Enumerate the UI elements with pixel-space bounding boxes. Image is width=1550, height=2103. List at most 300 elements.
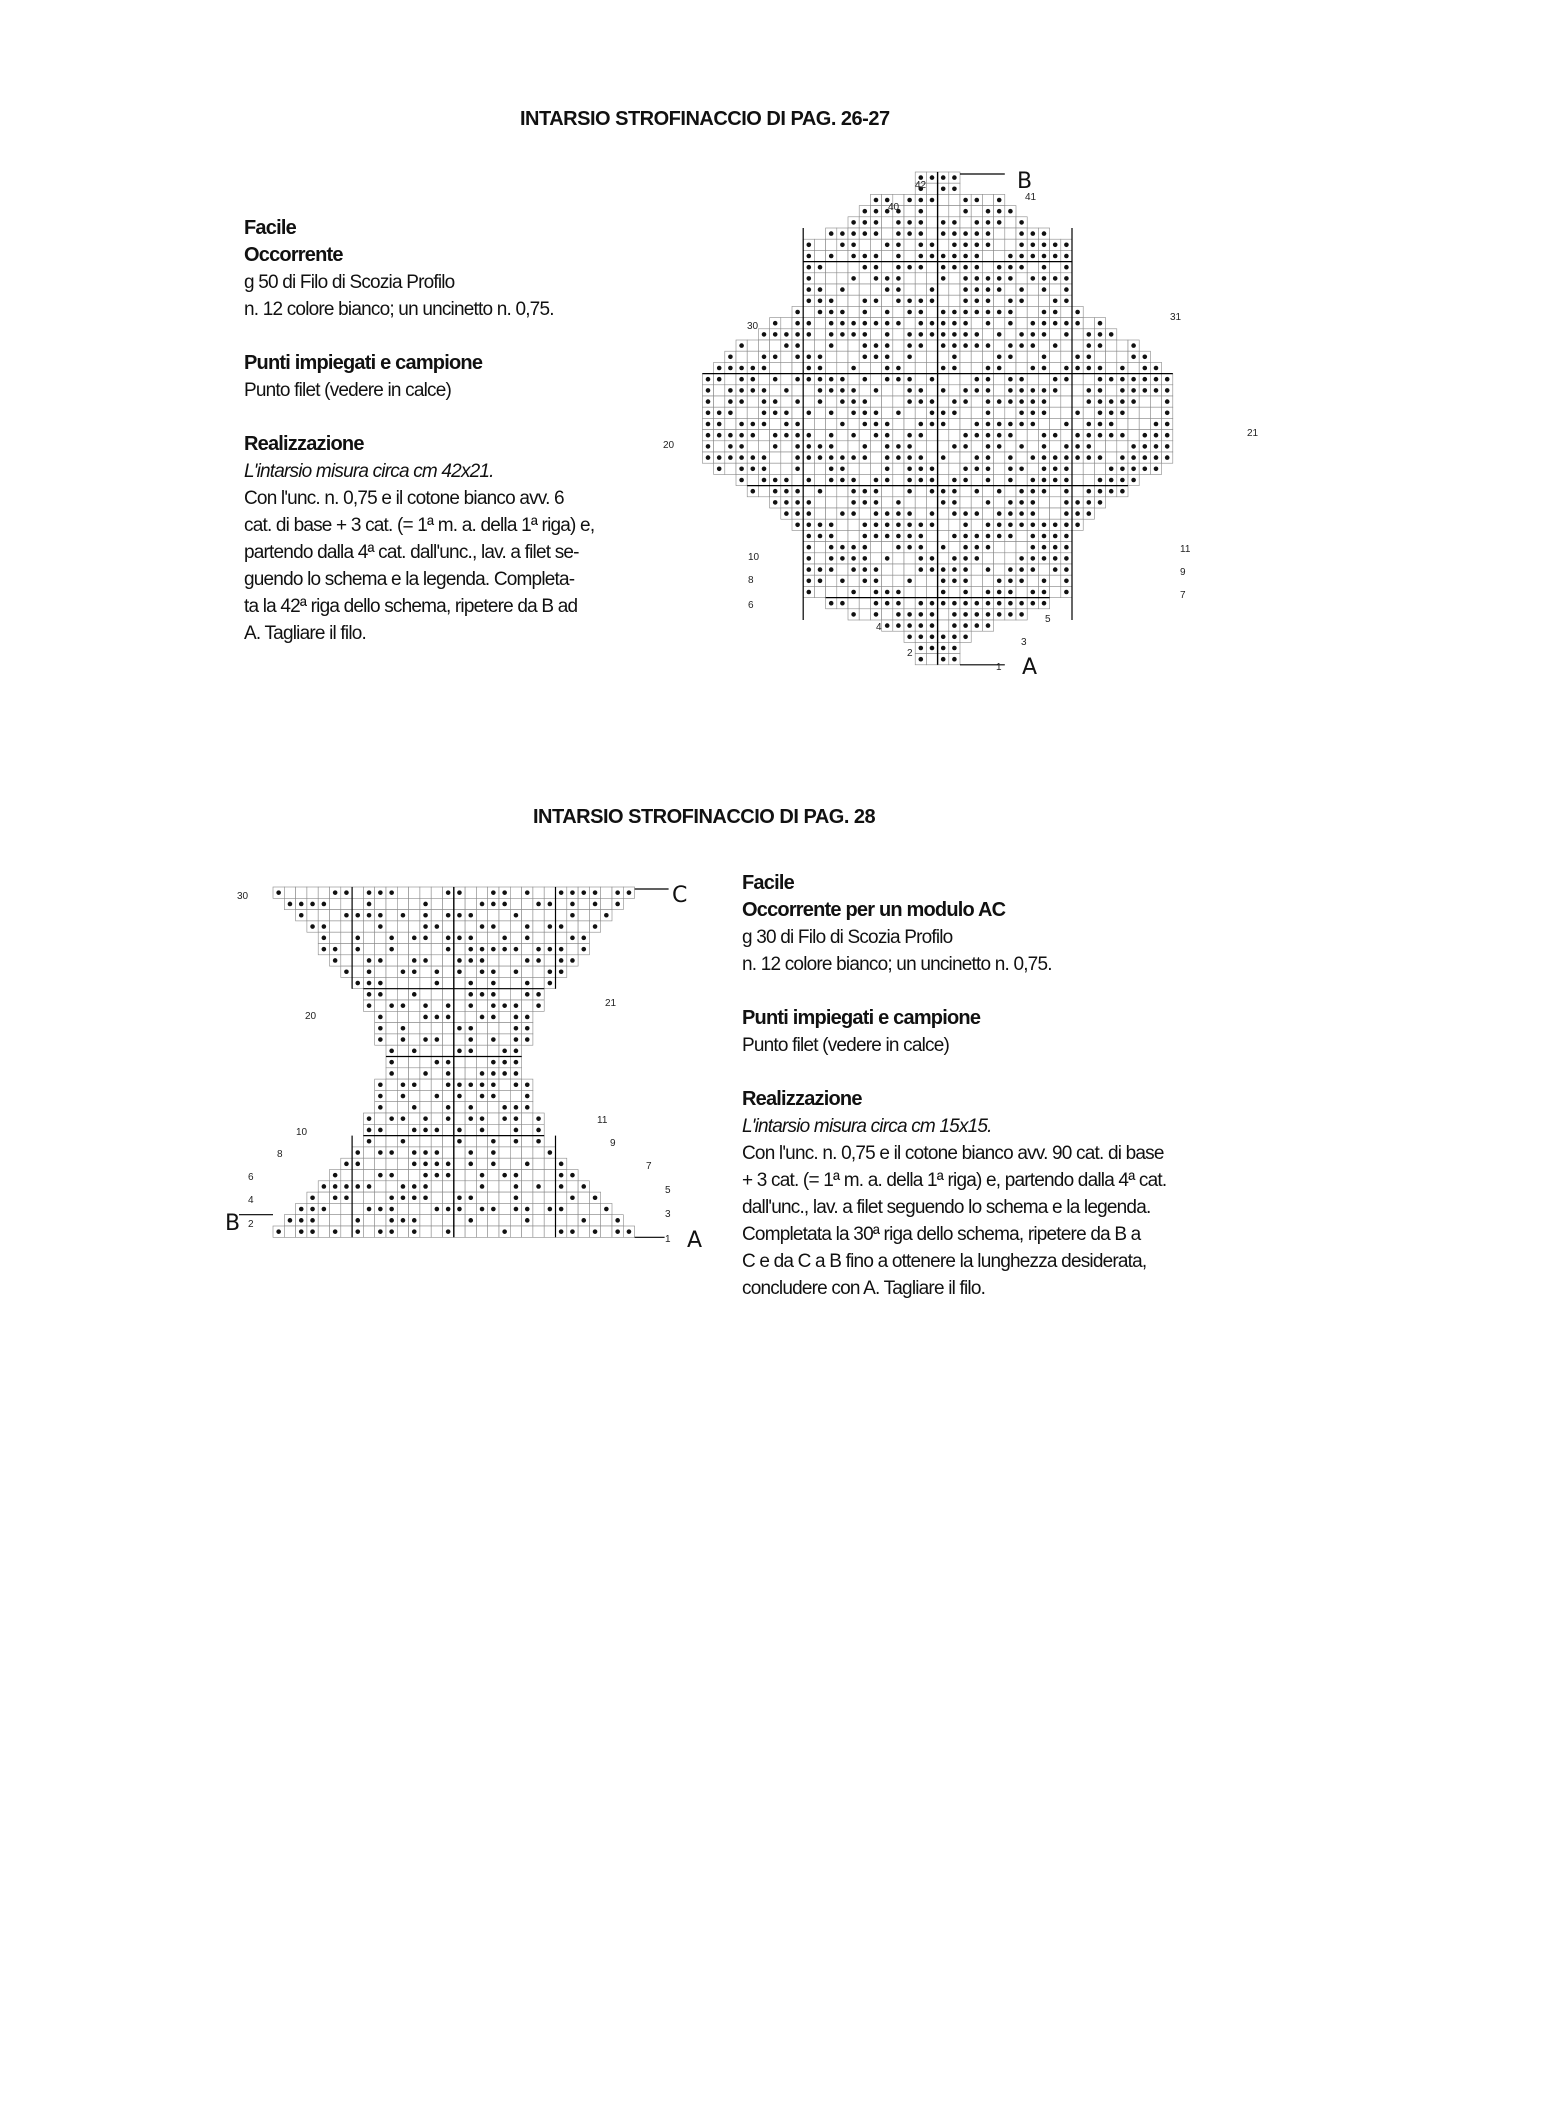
filet-dot xyxy=(491,1082,496,1087)
filet-cell xyxy=(938,474,949,485)
filet-dot xyxy=(1042,254,1047,259)
filet-cell xyxy=(443,1147,454,1158)
filet-dot xyxy=(851,455,856,460)
filet-dot xyxy=(1008,567,1013,572)
filet-dot xyxy=(525,1037,530,1042)
filet-dot xyxy=(1019,399,1024,404)
filet-dot xyxy=(773,500,778,505)
filet-dot xyxy=(930,567,935,572)
filet-cell xyxy=(420,1136,431,1147)
filet-cell xyxy=(488,1192,499,1203)
filet-dot xyxy=(773,444,778,449)
filet-dot xyxy=(570,958,575,963)
filet-dot xyxy=(1042,556,1047,561)
filet-cell xyxy=(1016,542,1027,553)
filet-cell xyxy=(994,228,1005,239)
filet-dot xyxy=(322,936,327,941)
filet-cell xyxy=(601,1215,612,1226)
filet-dot xyxy=(1053,534,1058,539)
filet-dot xyxy=(863,411,868,416)
row-label-6: 6 xyxy=(248,1172,254,1183)
filet-dot xyxy=(963,556,968,561)
filet-cell xyxy=(915,374,926,385)
filet-cell xyxy=(971,407,982,418)
filet-cell xyxy=(375,1181,386,1192)
filet-dot xyxy=(1031,489,1036,494)
filet-cell xyxy=(318,1192,329,1203)
filet-cell xyxy=(341,932,352,943)
filet-dot xyxy=(423,1071,428,1076)
filet-dot xyxy=(840,422,845,427)
filet-dot xyxy=(1064,489,1069,494)
filet-cell xyxy=(1038,340,1049,351)
filet-dot xyxy=(728,433,733,438)
filet-cell xyxy=(893,396,904,407)
filet-dot xyxy=(457,936,462,941)
filet-cell xyxy=(814,340,825,351)
filet-cell xyxy=(982,508,993,519)
filet-cell xyxy=(781,351,792,362)
filet-dot xyxy=(559,1184,564,1189)
filet-cell xyxy=(1050,497,1061,508)
filet-dot xyxy=(367,992,372,997)
filet-dot xyxy=(851,276,856,281)
filet-cell xyxy=(848,374,859,385)
filet-dot xyxy=(514,1195,519,1200)
filet-cell xyxy=(1016,430,1027,441)
filet-cell xyxy=(499,1215,510,1226)
filet-dot xyxy=(367,1116,372,1121)
filet-dot xyxy=(818,489,823,494)
filet-cell xyxy=(420,944,431,955)
filet-dot xyxy=(874,579,879,584)
filet-cell xyxy=(397,1011,408,1022)
filet-dot xyxy=(1154,455,1159,460)
filet-dot xyxy=(435,1060,440,1065)
filet-cell xyxy=(330,898,341,909)
section1-method-line: Con l'unc. n. 0,75 e il cotone bianco avv. 6 xyxy=(244,488,564,509)
filet-dot xyxy=(963,209,968,214)
filet-cell xyxy=(725,463,736,474)
filet-dot xyxy=(784,489,789,494)
filet-dot xyxy=(739,343,744,348)
filet-dot xyxy=(784,388,789,393)
filet-dot xyxy=(1008,534,1013,539)
filet-cell xyxy=(409,1034,420,1045)
filet-dot xyxy=(1098,489,1103,494)
filet-dot xyxy=(739,478,744,483)
filet-dot xyxy=(491,1003,496,1008)
filet-cell xyxy=(960,351,971,362)
filet-cell xyxy=(499,1124,510,1135)
filet-cell xyxy=(893,430,904,441)
row-label-8: 8 xyxy=(277,1149,283,1160)
row-label-9: 9 xyxy=(1180,567,1186,578)
filet-dot xyxy=(997,489,1002,494)
filet-dot xyxy=(975,556,980,561)
filet-cell xyxy=(533,887,544,898)
filet-cell xyxy=(499,910,510,921)
filet-cell xyxy=(1083,474,1094,485)
filet-dot xyxy=(1131,343,1136,348)
filet-dot xyxy=(1019,444,1024,449)
filet-cell xyxy=(747,474,758,485)
filet-cell xyxy=(1050,351,1061,362)
filet-dot xyxy=(986,444,991,449)
row-label-2: 2 xyxy=(907,648,913,659)
filet-dot xyxy=(986,422,991,427)
filet-cell xyxy=(443,977,454,988)
filet-cell xyxy=(476,1147,487,1158)
filet-dot xyxy=(491,947,496,952)
filet-cell xyxy=(1083,374,1094,385)
filet-dot xyxy=(997,590,1002,595)
section1-method-size: L'intarsio misura circa cm 42x21. xyxy=(244,461,494,482)
filet-dot xyxy=(706,388,711,393)
section2-difficulty: Facile xyxy=(742,872,794,894)
filet-dot xyxy=(840,579,845,584)
filet-dot xyxy=(807,287,812,292)
filet-cell xyxy=(837,441,848,452)
filet-dot xyxy=(919,657,924,662)
filet-cell xyxy=(848,463,859,474)
filet-dot xyxy=(1008,276,1013,281)
filet-dot xyxy=(1064,556,1069,561)
filet-dot xyxy=(559,890,564,895)
filet-dot xyxy=(751,455,756,460)
filet-cell xyxy=(409,1057,420,1068)
filet-cell xyxy=(1094,441,1105,452)
filet-cell xyxy=(770,463,781,474)
filet-cell xyxy=(488,910,499,921)
filet-cell xyxy=(1016,306,1027,317)
filet-cell xyxy=(904,586,915,597)
filet-dot xyxy=(829,556,834,561)
filet-cell xyxy=(386,966,397,977)
filet-cell xyxy=(1005,553,1016,564)
filet-cell xyxy=(522,1113,533,1124)
filet-dot xyxy=(963,433,968,438)
filet-cell xyxy=(971,586,982,597)
section2-materials-line2: n. 12 colore bianco; un uncinetto n. 0,75. xyxy=(742,954,1052,975)
filet-cell xyxy=(1117,351,1128,362)
filet-cell xyxy=(882,407,893,418)
filet-dot xyxy=(401,1116,406,1121)
filet-cell xyxy=(814,497,825,508)
filet-cell xyxy=(499,1147,510,1158)
filet-dot xyxy=(975,243,980,248)
filet-dot xyxy=(559,947,564,952)
filet-cell xyxy=(454,1068,465,1079)
filet-cell xyxy=(1005,486,1016,497)
row-label-9: 9 xyxy=(610,1138,616,1149)
filet-dot xyxy=(851,366,856,371)
filet-cell xyxy=(915,362,926,373)
filet-dot xyxy=(919,556,924,561)
filet-dot xyxy=(389,1207,394,1212)
filet-dot xyxy=(952,231,957,236)
filet-dot xyxy=(310,1218,315,1223)
row-label-11: 11 xyxy=(597,1115,608,1126)
filet-cell xyxy=(949,463,960,474)
filet-dot xyxy=(919,299,924,304)
filet-cell xyxy=(982,194,993,205)
filet-cell xyxy=(949,418,960,429)
filet-dot xyxy=(1087,444,1092,449)
filet-cell xyxy=(837,273,848,284)
filet-dot xyxy=(963,635,968,640)
filet-dot xyxy=(457,969,462,974)
filet-dot xyxy=(863,209,868,214)
filet-dot xyxy=(1031,411,1036,416)
filet-dot xyxy=(997,198,1002,203)
filet-dot xyxy=(907,579,912,584)
filet-cell xyxy=(533,977,544,988)
filet-cell xyxy=(758,374,769,385)
filet-dot xyxy=(457,1049,462,1054)
filet-dot xyxy=(1042,478,1047,483)
filet-dot xyxy=(1154,433,1159,438)
filet-dot xyxy=(997,366,1002,371)
filet-cell xyxy=(409,1136,420,1147)
filet-cell xyxy=(926,217,937,228)
filet-dot xyxy=(863,399,868,404)
filet-dot xyxy=(717,467,722,472)
filet-dot xyxy=(997,523,1002,528)
filet-dot xyxy=(446,1003,451,1008)
filet-dot xyxy=(863,444,868,449)
filet-dot xyxy=(952,579,957,584)
filet-dot xyxy=(514,1139,519,1144)
filet-dot xyxy=(795,444,800,449)
filet-cell xyxy=(1038,418,1049,429)
filet-cell xyxy=(499,977,510,988)
filet-dot xyxy=(468,992,473,997)
filet-dot xyxy=(874,321,879,326)
filet-dot xyxy=(919,433,924,438)
filet-cell xyxy=(837,407,848,418)
filet-dot xyxy=(829,444,834,449)
filet-dot xyxy=(378,1207,383,1212)
filet-dot xyxy=(874,198,879,203)
filet-dot xyxy=(1008,265,1013,270)
filet-cell xyxy=(1106,441,1117,452)
filet-dot xyxy=(333,1195,338,1200)
filet-dot xyxy=(807,332,812,337)
filet-cell xyxy=(882,542,893,553)
filet-dot xyxy=(514,947,519,952)
row-label-20: 20 xyxy=(663,440,675,451)
filet-dot xyxy=(919,231,924,236)
filet-dot xyxy=(344,890,349,895)
row-label-5: 5 xyxy=(665,1185,671,1196)
filet-dot xyxy=(1064,444,1069,449)
filet-cell xyxy=(431,1102,442,1113)
filet-cell xyxy=(409,1023,420,1034)
filet-dot xyxy=(378,1026,383,1031)
filet-dot xyxy=(389,1150,394,1155)
filet-dot xyxy=(1031,231,1036,236)
filet-cell xyxy=(397,955,408,966)
filet-dot xyxy=(1098,332,1103,337)
filet-dot xyxy=(536,902,541,907)
filet-dot xyxy=(874,231,879,236)
filet-dot xyxy=(952,187,957,192)
filet-cell xyxy=(870,306,881,317)
filet-dot xyxy=(751,377,756,382)
filet-cell xyxy=(915,351,926,362)
filet-dot xyxy=(874,388,879,393)
filet-dot xyxy=(896,623,901,628)
filet-dot xyxy=(1120,478,1125,483)
filet-dot xyxy=(952,646,957,651)
filet-dot xyxy=(851,489,856,494)
filet-dot xyxy=(919,265,924,270)
filet-cell xyxy=(803,463,814,474)
filet-dot xyxy=(468,1082,473,1087)
filet-cell xyxy=(1027,284,1038,295)
filet-dot xyxy=(874,534,879,539)
filet-dot xyxy=(863,377,868,382)
row-label-21: 21 xyxy=(605,998,617,1009)
filet-dot xyxy=(941,635,946,640)
filet-dot xyxy=(818,310,823,315)
filet-dot xyxy=(1031,534,1036,539)
section2-method-line: Completata la 30ª riga dello schema, ripetere da B a xyxy=(742,1224,1141,1245)
marker-letter-a: A xyxy=(1022,655,1038,680)
filet-dot xyxy=(367,981,372,986)
filet-dot xyxy=(367,1207,372,1212)
filet-cell xyxy=(443,1045,454,1056)
filet-cell xyxy=(318,887,329,898)
filet-cell xyxy=(926,575,937,586)
filet-cell xyxy=(971,474,982,485)
filet-dot xyxy=(986,366,991,371)
filet-cell xyxy=(994,250,1005,261)
filet-dot xyxy=(829,455,834,460)
filet-dot xyxy=(1031,601,1036,606)
filet-cell xyxy=(510,955,521,966)
section1-method-line: cat. di base + 3 cat. (= 1ª m. a. della 1ª riga) e, xyxy=(244,515,595,536)
filet-dot xyxy=(1098,388,1103,393)
filet-cell xyxy=(814,318,825,329)
filet-dot xyxy=(468,1150,473,1155)
filet-dot xyxy=(367,890,372,895)
filet-dot xyxy=(581,936,586,941)
filet-cell xyxy=(1106,385,1117,396)
filet-cell xyxy=(476,1158,487,1169)
filet-cell xyxy=(420,1203,431,1214)
filet-cell xyxy=(454,1034,465,1045)
filet-dot xyxy=(807,366,812,371)
filet-cell xyxy=(848,351,859,362)
filet-dot xyxy=(795,455,800,460)
filet-dot xyxy=(919,422,924,427)
filet-dot xyxy=(863,455,868,460)
filet-dot xyxy=(919,332,924,337)
filet-cell xyxy=(1016,530,1027,541)
filet-dot xyxy=(468,1116,473,1121)
filet-dot xyxy=(1154,366,1159,371)
filet-cell xyxy=(1061,430,1072,441)
section2-method-line: dall'unc., lav. a filet seguendo lo schema e la legenda. xyxy=(742,1197,1151,1218)
filet-dot xyxy=(468,936,473,941)
filet-cell xyxy=(510,1147,521,1158)
filet-dot xyxy=(299,902,304,907)
filet-dot xyxy=(907,534,912,539)
filet-dot xyxy=(952,601,957,606)
filet-cell xyxy=(420,1057,431,1068)
filet-cell xyxy=(960,362,971,373)
filet-cell xyxy=(386,898,397,909)
filet-dot xyxy=(446,1116,451,1121)
filet-dot xyxy=(1008,612,1013,617)
filet-dot xyxy=(795,377,800,382)
section2-title: INTARSIO STROFINACCIO DI PAG. 28 xyxy=(533,806,876,828)
filet-dot xyxy=(457,958,462,963)
filet-dot xyxy=(773,399,778,404)
filet-dot xyxy=(502,1071,507,1076)
filet-dot xyxy=(874,489,879,494)
filet-dot xyxy=(762,388,767,393)
filet-cell xyxy=(454,1147,465,1158)
filet-dot xyxy=(502,947,507,952)
filet-cell xyxy=(994,295,1005,306)
filet-dot xyxy=(975,332,980,337)
filet-dot xyxy=(975,545,980,550)
filet-dot xyxy=(762,399,767,404)
filet-cell xyxy=(544,1170,555,1181)
filet-dot xyxy=(784,343,789,348)
filet-dot xyxy=(829,254,834,259)
filet-dot xyxy=(615,1218,620,1223)
filet-cell xyxy=(488,1124,499,1135)
filet-dot xyxy=(1098,366,1103,371)
filet-dot xyxy=(706,399,711,404)
filet-cell xyxy=(938,519,949,530)
filet-dot xyxy=(468,1105,473,1110)
filet-dot xyxy=(581,1218,586,1223)
filet-dot xyxy=(941,411,946,416)
filet-dot xyxy=(896,444,901,449)
filet-cell xyxy=(1072,474,1083,485)
filet-dot xyxy=(378,1128,383,1133)
filet-dot xyxy=(514,1003,519,1008)
filet-dot xyxy=(717,377,722,382)
filet-dot xyxy=(1031,388,1036,393)
filet-dot xyxy=(829,478,834,483)
filet-dot xyxy=(885,332,890,337)
filet-dot xyxy=(1042,601,1047,606)
filet-dot xyxy=(907,355,912,360)
filet-dot xyxy=(514,1173,519,1178)
filet-cell xyxy=(386,1102,397,1113)
filet-dot xyxy=(919,467,924,472)
filet-cell xyxy=(341,1226,352,1237)
filet-cell xyxy=(870,374,881,385)
filet-dot xyxy=(952,500,957,505)
filet-cell xyxy=(859,239,870,250)
filet-cell xyxy=(994,385,1005,396)
filet-dot xyxy=(851,388,856,393)
filet-cell xyxy=(431,1113,442,1124)
filet-dot xyxy=(941,254,946,259)
filet-cell xyxy=(420,1215,431,1226)
filet-cell xyxy=(747,441,758,452)
filet-cell xyxy=(1094,463,1105,474)
filet-dot xyxy=(863,500,868,505)
filet-cell xyxy=(1106,340,1117,351)
